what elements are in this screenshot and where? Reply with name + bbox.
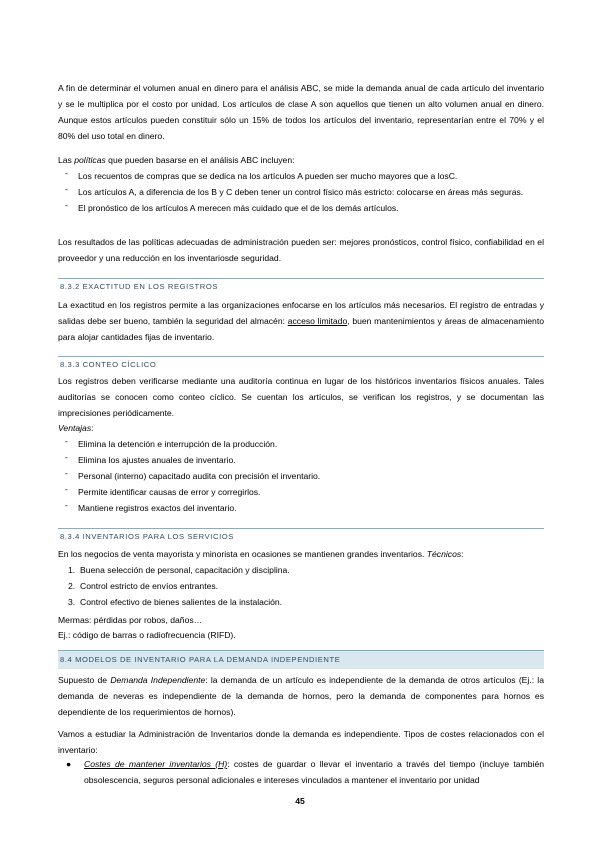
advantages-label: Ventajas: [58, 423, 94, 433]
techniques-list [58, 562, 544, 610]
list-item: - Los artículos A, a diferencia de los B y C deben tener un control físico más estricto: colocarse en áreas más seguras. [65, 184, 524, 197]
advantages-list [58, 436, 544, 516]
list-item: - Los recuentos de compras que se dedica na los artículos A pueden ser mucho mayores que a losC. [65, 168, 458, 181]
section-heading-8-3-4: 8.3.4 INVENTARIOS PARA LOS SERVICIOS [58, 528, 544, 544]
list-item: 3. Control efectivo de bienes salientes de la instalación. [68, 597, 283, 607]
section-heading-8-3-2: 8.3.2 EXACTITUD EN LOS REGISTROS [58, 278, 544, 294]
list-item: - El pronóstico de los artículos A merecen más cuidado que el de los demás artículos. [65, 200, 399, 213]
policies-emphasis: políticas [74, 155, 106, 165]
list-item: - Personal (interno) capacitado audita con precisión el inventario. [65, 468, 321, 481]
services-paragraph: En los negocios de venta mayorista y minorista en ocasiones se mantienen grandes inventarios. Técnicos: [58, 549, 464, 559]
independent-demand-paragraph: Supuesto de Demanda Independiente: la demanda de un artículo es independiente de la demanda de otros artículos (Ej.: la demanda de neveras es independiente de la demanda de hornos, pero la demanda de componentes para hornos es dependiente de los requerimientos de hornos). [58, 675, 544, 717]
policies-intro: Las políticas que pueden basarse en el análisis ABC incluyen: [58, 155, 295, 165]
results-paragraph: Los resultados de las políticas adecuadas de administración pueden ser: mejores pronósticos, control físico, confiabilidad en el proveedor y una reducción en los inventariosde seguridad. [58, 237, 544, 263]
list-item: 2. Control estricto de envíos entrantes. [68, 581, 219, 591]
holding-cost-bullet: ● Costes de mantener inventarios (H): costes de guardar o llevar el inventario a través del tiempo (incluye también obsolescencia, seguros personal adicionales e intereses vinculados a mantener el inventario por unidad [58, 756, 544, 788]
policies-list [58, 168, 544, 216]
bullet-icon: ● [66, 759, 72, 769]
section-heading-8-4: 8.4 MODELOS DE INVENTARIO PARA LA DEMANDA INDEPENDIENTE [58, 650, 544, 669]
list-item: - Elimina los ajustes anuales de inventario. [65, 452, 236, 465]
list-item: 1. Buena selección de personal, capacitación y disciplina. [68, 565, 290, 575]
section-heading-8-3-3: 8.3.3 CONTEO CÍCLICO [58, 356, 544, 372]
list-item: - Mantiene registros exactos del inventario. [65, 500, 237, 513]
page-number: 45 [295, 796, 305, 806]
cycle-count-paragraph: Los registros deben verificarse mediante una auditoría continua en lugar de los históricos inventarios físicos anuales. Tales auditorías se conocen como conteo cíclico. Se cuentan los artículos, se verifican los registros, y se documentan las imprecisiones periódicamente. [58, 376, 544, 418]
list-item: - Elimina la detención e interrupción de la producción. [65, 436, 278, 449]
intro-paragraph: A fin de determinar el volumen anual en dinero para el análisis ABC, se mide la demanda anual de cada artículo del inventario y se le multiplica por el costo por unidad. Los artículos de clase A son aquellos que tienen un alto volumen anual en dinero. Aunque estos artículos pueden constituir sólo un 15% de todos los artículos del inventario, representarían entre el 70% y el 80% del uso total en dinero. [58, 83, 544, 141]
example-line: Ej.: código de barras o radiofrecuencia (RIFD). [58, 630, 236, 640]
list-item: - Permite identificar causas de error y corregirlos. [65, 484, 261, 497]
mermas-line: Mermas: pérdidas por robos, daños… [58, 615, 203, 625]
cost-types-paragraph: Vamos a estudiar la Administración de Inventarios donde la demanda es independiente. Tipos de costes relacionados con el inventario: [58, 729, 544, 755]
limited-access-link: acceso limitado [287, 316, 348, 326]
accuracy-paragraph: La exactitud en los registros permite a las organizaciones enfocarse en los artículos más necesarios. El registro de entradas y salidas debe ser bueno, también la seguridad del almacén: acceso limitado, buen mantenimientos y áreas de almacenamiento para alojar cantidades fijas de inventario. [58, 300, 544, 342]
